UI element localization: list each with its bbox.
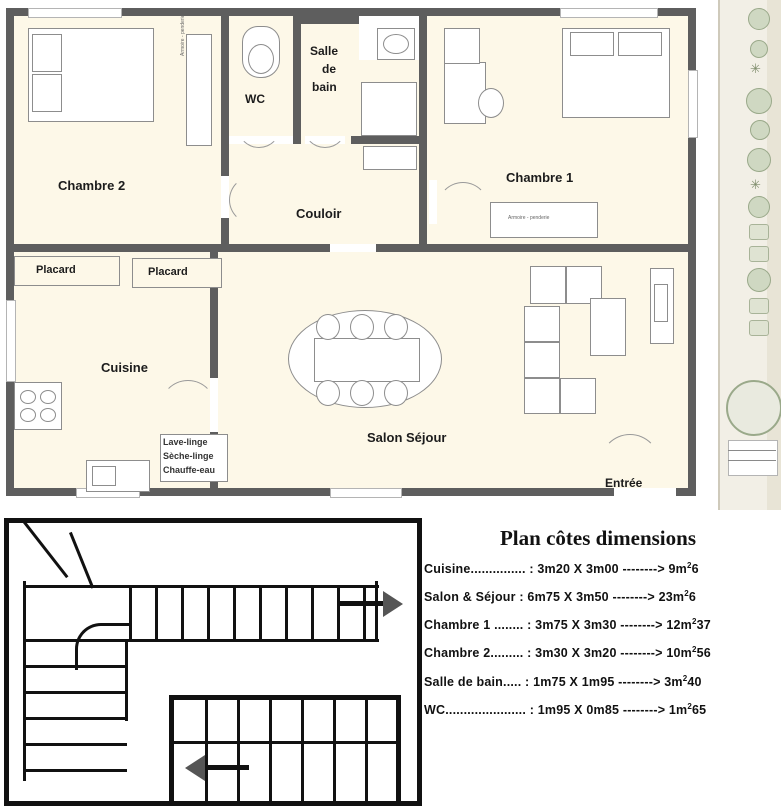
stair-step bbox=[207, 585, 210, 641]
window-chambre1-right bbox=[688, 70, 698, 138]
dimension-row: Cuisine............... : 3m20 X 3m00 --------> $9m^26$ bbox=[424, 561, 699, 577]
plant-icon: ✳ bbox=[750, 177, 761, 192]
chair-icon bbox=[350, 380, 374, 406]
door-gap-chambre1 bbox=[429, 180, 437, 224]
stair-step bbox=[181, 585, 184, 641]
burner-icon bbox=[20, 390, 36, 404]
room-label-sdb-3: bain bbox=[312, 80, 337, 94]
terrace-step-line bbox=[728, 450, 776, 451]
stove-cuisine bbox=[14, 382, 62, 430]
door-arc-cuisine bbox=[160, 380, 216, 436]
dimension-row: WC...................... : 1m95 X 0m85 --------> $1m^265$ bbox=[424, 701, 707, 717]
sofa-top bbox=[530, 266, 566, 304]
room-label-chambre1: Chambre 1 bbox=[506, 170, 574, 185]
arrow-down-icon bbox=[185, 755, 205, 781]
stair-step bbox=[375, 581, 378, 641]
stair-lower-frame bbox=[396, 695, 401, 801]
pillow-chambre2 bbox=[32, 74, 62, 112]
chair-icon bbox=[384, 314, 408, 340]
stair-step bbox=[23, 717, 127, 720]
big-tree-icon bbox=[726, 380, 781, 436]
wall-sdb-bottom bbox=[351, 136, 427, 144]
wall-wc-right bbox=[293, 16, 301, 144]
cabinet-chambre1 bbox=[444, 28, 480, 64]
pillow-chambre1 bbox=[618, 32, 662, 56]
closet-couloir bbox=[363, 146, 417, 170]
sofa-left bbox=[524, 342, 560, 378]
bottom-section bbox=[0, 510, 781, 800]
dimensions-list bbox=[418, 561, 778, 717]
stair-lower-frame bbox=[169, 695, 174, 801]
stair-step bbox=[233, 585, 236, 641]
laundry-label-1: Lave-linge bbox=[163, 437, 208, 447]
tree-icon bbox=[747, 268, 771, 292]
room-label-entree: Entrée bbox=[605, 476, 643, 490]
room-label-cuisine: Cuisine bbox=[101, 360, 148, 375]
terrace-step-line bbox=[728, 460, 776, 461]
stair-step bbox=[205, 699, 208, 801]
pillow-chambre2 bbox=[32, 34, 62, 72]
chair-icon bbox=[316, 314, 340, 340]
stair-step bbox=[285, 585, 288, 641]
stair-step bbox=[259, 585, 262, 641]
dimensions-title: Plan côtes dimensions bbox=[499, 526, 696, 550]
burner-icon bbox=[20, 408, 36, 422]
window-salon-left bbox=[6, 300, 16, 382]
wall-chambre1-left bbox=[419, 86, 427, 244]
door-arc-chambre1 bbox=[437, 182, 489, 234]
tree-icon bbox=[747, 148, 771, 172]
wardrobe-chambre2 bbox=[186, 34, 212, 146]
room-label-chambre2: Chambre 2 bbox=[58, 178, 126, 193]
chair-icon bbox=[316, 380, 340, 406]
stair-diagonal bbox=[69, 532, 94, 589]
door-gap-couloir-salon bbox=[330, 244, 376, 252]
stair-step bbox=[23, 769, 127, 772]
dimension-row: Chambre 1 ........ : 3m75 X 3m30 --------> $12m^237$ bbox=[424, 617, 711, 633]
wardrobe-label-chambre2: Armoire - penderie bbox=[180, 14, 186, 56]
stair-step bbox=[23, 585, 379, 588]
garden-area bbox=[718, 0, 781, 510]
toilet-bowl-wc bbox=[248, 44, 274, 74]
stair-step bbox=[311, 585, 314, 641]
stair-diagonal bbox=[23, 521, 68, 578]
plant-icon: ✳ bbox=[750, 61, 761, 76]
door-arc-wc bbox=[237, 104, 281, 148]
bush-icon bbox=[749, 224, 769, 240]
coffee-table bbox=[590, 298, 626, 356]
stair-landing bbox=[23, 641, 26, 781]
tree-icon bbox=[750, 120, 770, 140]
bush-icon bbox=[749, 298, 769, 314]
tree-icon bbox=[748, 196, 770, 218]
tree-icon bbox=[746, 88, 772, 114]
window-salon-bottom bbox=[330, 488, 402, 498]
stair-step bbox=[337, 585, 340, 641]
placard-1-label: Placard bbox=[36, 264, 76, 276]
outer-wall-left bbox=[6, 8, 14, 496]
window-chambre1-top bbox=[560, 8, 658, 18]
dimension-row: Salon & Séjour : 6m75 X 3m50 --------> $23m^26$ bbox=[424, 589, 697, 605]
stair-step bbox=[269, 699, 272, 801]
door-arc-chambre2 bbox=[229, 176, 277, 224]
stair-curve bbox=[75, 623, 132, 670]
sink-basin-cuisine bbox=[92, 466, 116, 486]
terrace-steps bbox=[728, 440, 778, 476]
tree-icon bbox=[750, 40, 768, 58]
burner-icon bbox=[40, 408, 56, 422]
chair-icon bbox=[384, 380, 408, 406]
stair-step bbox=[155, 585, 158, 641]
stair-step bbox=[237, 699, 240, 801]
dimension-row: Salle de bain..... : 1m75 X 1m95 --------> $3m^240$ bbox=[424, 673, 702, 689]
stair-step bbox=[301, 699, 304, 801]
wall-sdb-right bbox=[419, 16, 427, 86]
wall-corridor-bottom-right bbox=[429, 244, 688, 252]
dimension-row: Chambre 2......... : 3m30 X 3m20 --------> $10m^256$ bbox=[424, 645, 711, 661]
stair-step bbox=[23, 743, 127, 746]
chair-icon bbox=[350, 314, 374, 340]
room-label-sdb-1: Salle bbox=[310, 44, 339, 58]
tree-icon bbox=[748, 8, 770, 30]
garden-border-strip bbox=[767, 0, 781, 510]
room-label-salon: Salon Séjour bbox=[367, 430, 447, 445]
door-gap-chambre2 bbox=[221, 176, 229, 218]
shower-sdb bbox=[361, 82, 417, 136]
arrow-shaft-up bbox=[339, 601, 383, 606]
placard-2-label: Placard bbox=[148, 266, 188, 278]
arrow-up-icon bbox=[383, 591, 403, 617]
stair-step bbox=[363, 585, 366, 641]
stair-step bbox=[23, 691, 127, 694]
sofa-corner bbox=[524, 378, 560, 414]
stair-step bbox=[333, 699, 336, 801]
arrow-shaft-down bbox=[205, 765, 249, 770]
room-label-wc: WC bbox=[245, 92, 265, 106]
room-label-sdb-2: de bbox=[322, 62, 337, 76]
bush-icon bbox=[749, 320, 769, 336]
chair-chambre1 bbox=[478, 88, 504, 118]
wall-sdb-header bbox=[293, 16, 359, 24]
bush-icon bbox=[749, 246, 769, 262]
stairs-diagram bbox=[4, 518, 422, 806]
door-arc-sdb bbox=[303, 104, 347, 148]
burner-icon bbox=[40, 390, 56, 404]
pillow-chambre1 bbox=[570, 32, 614, 56]
room-label-couloir: Couloir bbox=[296, 206, 342, 221]
wardrobe-label-chambre1: Armoire - penderie bbox=[508, 215, 550, 221]
window-chambre2-top bbox=[28, 8, 122, 18]
sofa-bottom bbox=[560, 378, 596, 414]
dimensions-panel bbox=[418, 518, 778, 796]
tv-screen bbox=[654, 284, 668, 322]
dining-table bbox=[314, 338, 420, 382]
stair-step bbox=[365, 699, 368, 801]
sink-basin-sdb bbox=[383, 34, 409, 54]
laundry-label-2: Sèche-linge bbox=[163, 451, 214, 461]
sofa-left bbox=[524, 306, 560, 342]
laundry-label-3: Chauffe-eau bbox=[163, 465, 216, 475]
